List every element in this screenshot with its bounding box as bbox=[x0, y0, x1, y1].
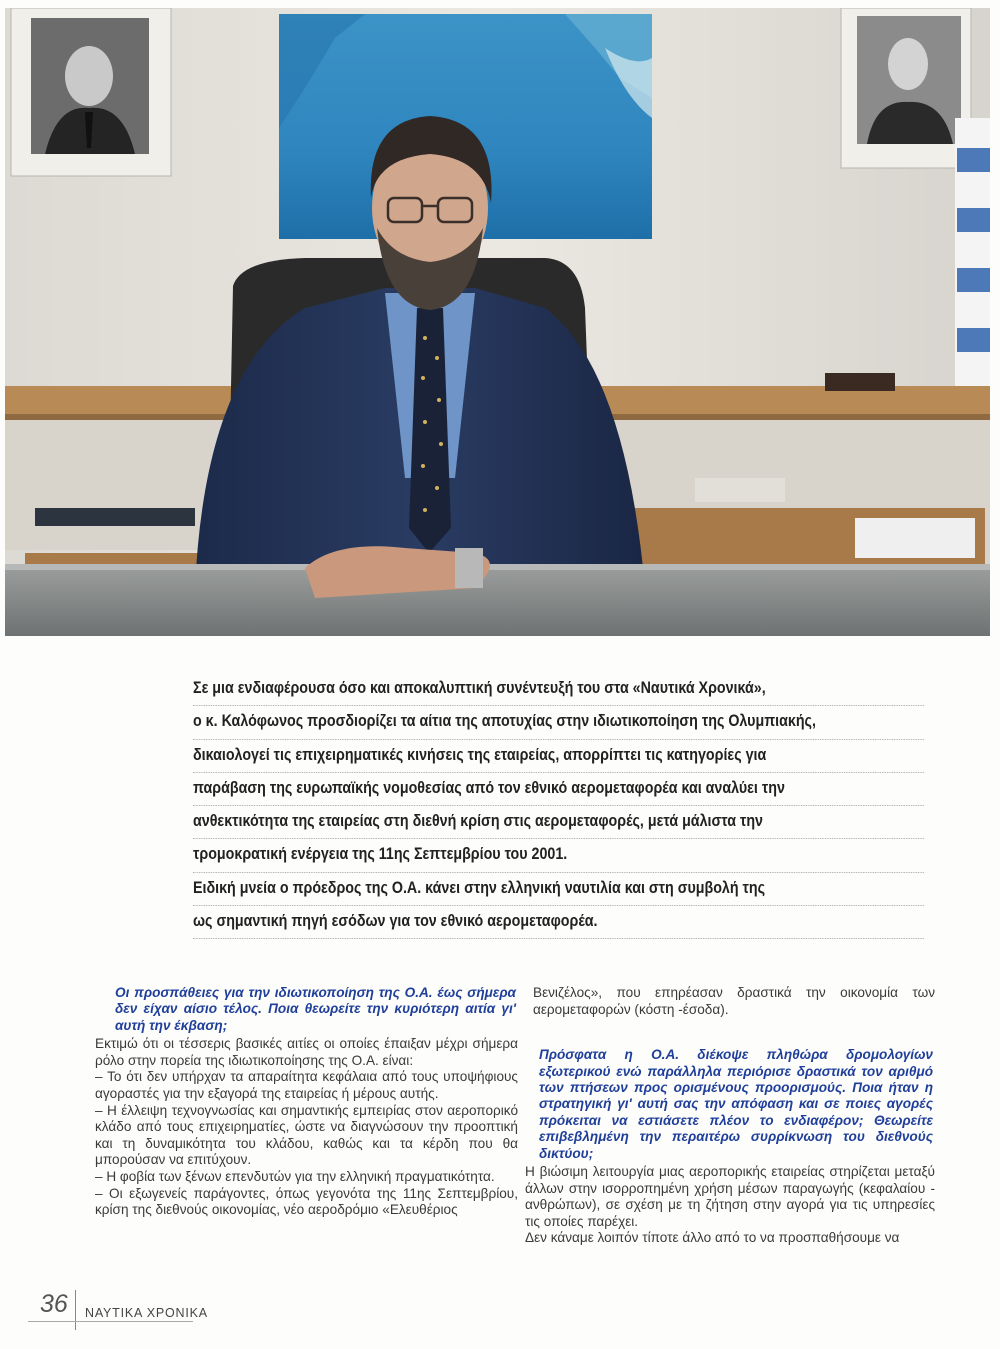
answer-paragraph: – Το ότι δεν υπήρχαν τα απαραίτητα κεφάλαια από τους υποψήφιους αγοραστές για την εξαγορά της εταιρείας ή μέρους αυτής. bbox=[95, 1069, 518, 1101]
footer-rule bbox=[28, 1321, 193, 1322]
intro-line: Ειδική μνεία ο πρόεδρος της Ο.Α. κάνει στην ελληνική ναυτιλία και στη συμβολή της bbox=[193, 873, 924, 906]
answer-paragraph: – Οι εξωγενείς παράγοντες, όπως γεγονότα της 11ης Σεπτεμβρίου, κρίση της διεθνούς οικονομίας, νέο αεροδρόμιο «Ελευθέριος bbox=[95, 1185, 518, 1218]
intro-line: Σε μια ενδιαφέρουσα όσο και αποκαλυπτική συνέντευξή του στα «Ναυτικά Χρονικά», bbox=[193, 673, 924, 706]
intro-line: ο κ. Καλόφωνος προσδιορίζει τα αίτια της αποτυχίας στην ιδιωτικοποίηση της Ολυμπιακής, bbox=[193, 706, 924, 739]
answer-paragraph: Η βιώσιμη λειτουργία μιας αεροπορικής εταιρείας στηρίζεται μεταξύ άλλων στην ισορροπημένη χρήση μέσων παραγωγής (κεφαλαίου - ανθρώπων), σε σχέση με τη ζήτηση στην αγορά για τις υπηρεσίες τις οποίες παρέχει. bbox=[525, 1164, 935, 1229]
flag bbox=[955, 118, 990, 418]
answer-continuation: Βενιζέλος», που επηρέασαν δραστικά την οικονομία των αερομεταφορών (κόστη -έσοδα). bbox=[533, 985, 935, 1017]
interview-question-1: Οι προσπάθειες για την ιδιωτικοποίηση της Ο.Α. έως σήμερα δεν είχαν αίσιο τέλος. Ποια θεωρείτε την κυριότερη αιτία γι' αυτή την έκβαση; bbox=[115, 985, 516, 1033]
right-wall-portrait bbox=[841, 8, 971, 168]
answer-paragraph: Δεν κάναμε λοιπόν τίποτε άλλο από το να προσπαθήσουμε να bbox=[525, 1230, 900, 1246]
intro-line: τρομοκρατική ενέργεια της 11ης Σεπτεμβρίου του 2001. bbox=[193, 839, 924, 872]
magazine-name: ΝΑΥΤΙΚΑ ΧΡΟΝΙΚΑ bbox=[85, 1306, 208, 1320]
answer-paragraph: – Η φοβία των ξένων επενδυτών για την ελληνική πραγματικότητα. bbox=[95, 1168, 495, 1184]
footer-divider bbox=[75, 1290, 76, 1330]
interview-question-2: Πρόσφατα η Ο.Α. διέκοψε πληθώρα δρομολογίων εξωτερικού ενώ παράλληλα περιόρισε δραστικά τον αριθμό των πτήσεων προς ορισμένους προορισμούς. Ποια ήταν η στρατηγική γι' αυτή σας την απόφαση και σε ποιες αγορές πρόκειται να εστιάσετε πλέον το ενδιαφέρον; Θεωρείτε επιβεβλημένη την περαιτέρω συρρίκνωση του διεθνούς δικτύου; bbox=[539, 1047, 933, 1161]
portrait-photo bbox=[5, 8, 990, 636]
right-column bbox=[525, 985, 935, 1247]
intro-line: ως σημαντική πηγή εσόδων για τον εθνικό αερομεταφορέα. bbox=[193, 906, 924, 939]
intro-line: παράβαση της ευρωπαϊκής νομοθεσίας από τον εθνικό αερομεταφορέα και αναλύει την bbox=[193, 773, 924, 806]
page-number: 36 bbox=[40, 1290, 68, 1318]
left-column bbox=[95, 985, 518, 1219]
intro-line: δικαιολογεί τις επιχειρηματικές κινήσεις της εταιρείας, απορρίπτει τις κατηγορίες για bbox=[193, 740, 924, 773]
intro-paragraph bbox=[193, 673, 823, 939]
answer-paragraph: Εκτιμώ ότι οι τέσσερις βασικές αιτίες οι οποίες έπαιξαν μέχρι σήμερα ρόλο στην πορεία της ιδιωτικοποίησης της Ο.Α. είναι: bbox=[95, 1036, 518, 1068]
answer-paragraph: – Η έλλειψη τεχνογνωσίας και σημαντικής εμπειρίας στον αεροπορικό κλάδο από τους επιχειρηματίες, ώστε να διαγνώσουν την προοπτική και τη δυναμικότητα του κλάδου, καθώς και τα κέρδη που θα μπορούσαν να επιτύχουν. bbox=[95, 1102, 518, 1168]
intro-line: ανθεκτικότητα της εταιρείας στη διεθνή κρίση στις αερομεταφορές, μετά μάλιστα την bbox=[193, 806, 924, 839]
left-wall-portrait bbox=[11, 8, 171, 176]
